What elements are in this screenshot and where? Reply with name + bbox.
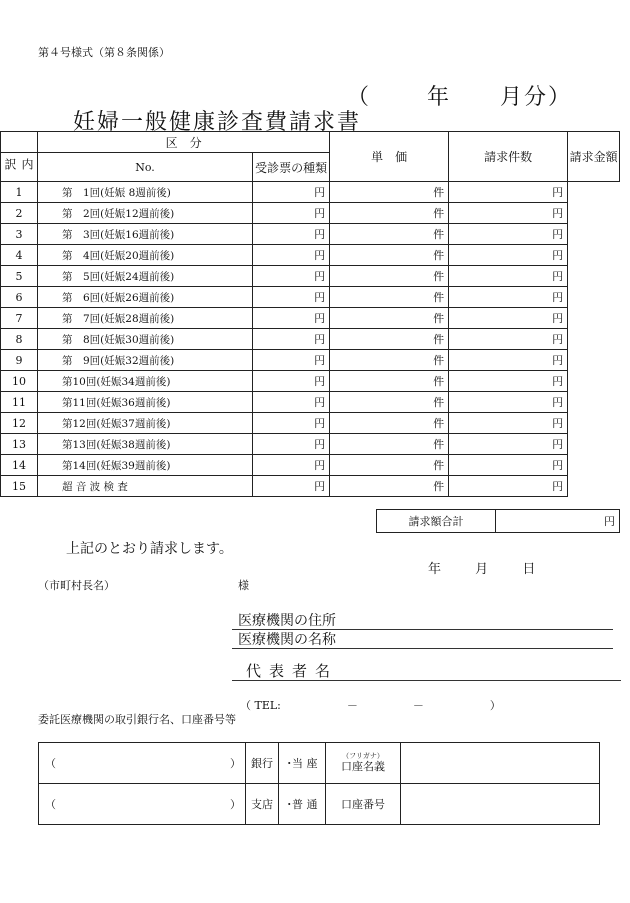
- row-amount-field[interactable]: 円: [449, 350, 568, 371]
- table-row: [1, 266, 620, 287]
- bank-label: 銀行: [246, 743, 279, 784]
- row-count-field[interactable]: 件: [330, 287, 449, 308]
- table-row: [1, 392, 620, 413]
- date-line: [428, 558, 565, 577]
- institution-name-label: 医療機関の名称: [238, 632, 336, 648]
- account-type-ordinary[interactable]: ･普 通: [279, 784, 326, 825]
- bank-caption: 委託医療機関の取引銀行名、口座番号等: [38, 713, 236, 726]
- row-no: 15: [1, 476, 38, 497]
- row-unit-price-field[interactable]: 円: [253, 308, 330, 329]
- header-category: 区 分: [38, 132, 330, 153]
- side-label: 内訳: [3, 157, 34, 174]
- mayor-name-label: （市町村長名）: [38, 579, 115, 592]
- row-type: 第11回(妊娠36週前後): [38, 392, 253, 413]
- account-number-label: 口座番号: [326, 784, 401, 825]
- row-amount-field[interactable]: 円: [449, 287, 568, 308]
- honorific: 様: [238, 579, 249, 592]
- row-unit-price-field[interactable]: 円: [253, 245, 330, 266]
- row-unit-price-field[interactable]: 円: [253, 392, 330, 413]
- row-unit-price-field[interactable]: 円: [253, 434, 330, 455]
- title-open-paren: （: [347, 85, 372, 110]
- row-unit-price-field[interactable]: 円: [253, 287, 330, 308]
- row-type: 第10回(妊娠34週前後): [38, 371, 253, 392]
- row-amount-field[interactable]: 円: [449, 455, 568, 476]
- row-unit-price-field[interactable]: 円: [253, 266, 330, 287]
- institution-address-label: 医療機関の住所: [238, 613, 336, 629]
- header-count: 請求件数: [449, 132, 568, 182]
- row-type: 第 4回(妊娠20週前後): [38, 245, 253, 266]
- row-unit-price-field[interactable]: 円: [253, 350, 330, 371]
- row-count-field[interactable]: 件: [330, 329, 449, 350]
- row-unit-price-field[interactable]: 円: [253, 455, 330, 476]
- row-no: 4: [1, 245, 38, 266]
- table-row: [1, 308, 620, 329]
- account-holder-label: [326, 743, 401, 784]
- row-no: 3: [1, 224, 38, 245]
- furigana-label: （フリガナ）: [342, 752, 384, 760]
- row-count-field[interactable]: 件: [330, 413, 449, 434]
- row-count-field[interactable]: 件: [330, 224, 449, 245]
- row-count-field[interactable]: 件: [330, 476, 449, 497]
- side-label-cell: [1, 153, 38, 182]
- table-row: [1, 203, 620, 224]
- row-count-field[interactable]: 件: [330, 392, 449, 413]
- row-amount-field[interactable]: 円: [449, 224, 568, 245]
- branch-open-paren: （: [45, 798, 56, 811]
- table-row: [1, 245, 620, 266]
- branch-close-paren: ）: [230, 798, 241, 811]
- row-type: 第 3回(妊娠16週前後): [38, 224, 253, 245]
- row-no: 11: [1, 392, 38, 413]
- row-amount-field[interactable]: 円: [449, 371, 568, 392]
- row-count-field[interactable]: 件: [330, 350, 449, 371]
- total-unit: 円: [604, 515, 615, 528]
- header-type: 受診票の種類: [253, 153, 330, 182]
- account-number-field[interactable]: [401, 784, 600, 825]
- row-no: 9: [1, 350, 38, 371]
- title-month: 月分）: [500, 85, 573, 110]
- row-no: 8: [1, 329, 38, 350]
- table-row: [1, 350, 620, 371]
- table-row: [1, 182, 620, 203]
- row-type: 第 1回(妊娠 8週前後): [38, 182, 253, 203]
- row-amount-field[interactable]: 円: [449, 476, 568, 497]
- row-count-field[interactable]: 件: [330, 308, 449, 329]
- institution-address-field[interactable]: [232, 610, 613, 630]
- row-count-field[interactable]: 件: [330, 245, 449, 266]
- row-no: 5: [1, 266, 38, 287]
- holder-label: 口座名義: [341, 760, 385, 773]
- table-row: [1, 413, 620, 434]
- row-no: 10: [1, 371, 38, 392]
- table-row: [1, 224, 620, 245]
- form-number: 第４号様式（第８条関係）: [38, 46, 170, 59]
- table-row: [1, 476, 620, 497]
- table-body: [1, 182, 620, 497]
- bank-open-paren: （: [45, 757, 56, 770]
- row-unit-price-field[interactable]: 円: [253, 203, 330, 224]
- row-count-field[interactable]: 件: [330, 266, 449, 287]
- row-no: 13: [1, 434, 38, 455]
- row-count-field[interactable]: 件: [330, 182, 449, 203]
- request-statement: 上記のとおり請求します。: [66, 541, 233, 557]
- row-type: 超 音 波 検 査: [38, 476, 253, 497]
- date-month: 月: [475, 562, 489, 577]
- branch-label: 支店: [246, 784, 279, 825]
- row-no: 7: [1, 308, 38, 329]
- row-type: 第 2回(妊娠12週前後): [38, 203, 253, 224]
- row-amount-field[interactable]: 円: [449, 203, 568, 224]
- table-row: [1, 434, 620, 455]
- row-type: 第 6回(妊娠26週前後): [38, 287, 253, 308]
- bank-table: [38, 742, 600, 825]
- corner-cell: [1, 132, 38, 153]
- header-no: No.: [38, 153, 253, 182]
- representative-field[interactable]: [232, 660, 621, 681]
- table-row: [1, 329, 620, 350]
- row-count-field[interactable]: 件: [330, 371, 449, 392]
- row-type: 第 9回(妊娠32週前後): [38, 350, 253, 371]
- row-no: 14: [1, 455, 38, 476]
- row-count-field[interactable]: 件: [330, 455, 449, 476]
- row-no: 12: [1, 413, 38, 434]
- row-count-field[interactable]: 件: [330, 434, 449, 455]
- total-table: [376, 509, 620, 533]
- row-unit-price-field[interactable]: 円: [253, 224, 330, 245]
- table-row: [1, 455, 620, 476]
- row-type: 第13回(妊娠38週前後): [38, 434, 253, 455]
- row-type: 第14回(妊娠39週前後): [38, 455, 253, 476]
- title-main: 妊婦一般健康診査費請求書: [73, 110, 362, 135]
- date-day: 日: [522, 562, 536, 577]
- header-unit-price: 単 価: [330, 132, 449, 182]
- row-amount-field[interactable]: 円: [449, 413, 568, 434]
- row-amount-field[interactable]: 円: [449, 392, 568, 413]
- institution-name-field[interactable]: [232, 629, 613, 649]
- row-amount-field[interactable]: 円: [449, 266, 568, 287]
- row-unit-price-field[interactable]: 円: [253, 413, 330, 434]
- total-amount-field[interactable]: [496, 510, 620, 533]
- table-row: [1, 287, 620, 308]
- row-type: 第 8回(妊娠30週前後): [38, 329, 253, 350]
- tel-line: （ TEL: － － ）: [240, 699, 501, 712]
- row-amount-field[interactable]: 円: [449, 329, 568, 350]
- row-type: 第 5回(妊娠24週前後): [38, 266, 253, 287]
- account-holder-field[interactable]: [401, 743, 600, 784]
- bank-name-field[interactable]: [39, 743, 246, 784]
- row-unit-price-field[interactable]: 円: [253, 476, 330, 497]
- row-amount-field[interactable]: 円: [449, 308, 568, 329]
- row-amount-field[interactable]: 円: [449, 434, 568, 455]
- row-no: 2: [1, 203, 38, 224]
- row-type: 第 7回(妊娠28週前後): [38, 308, 253, 329]
- row-unit-price-field[interactable]: 円: [253, 182, 330, 203]
- row-amount-field[interactable]: 円: [449, 182, 568, 203]
- row-count-field[interactable]: 件: [330, 203, 449, 224]
- branch-name-field[interactable]: [39, 784, 246, 825]
- date-year: 年: [428, 562, 442, 577]
- table-row: [1, 371, 620, 392]
- account-type-current[interactable]: ･当 座: [279, 743, 326, 784]
- breakdown-table: [0, 131, 620, 497]
- row-unit-price-field[interactable]: 円: [253, 371, 330, 392]
- representative-label: 代表者名: [246, 662, 339, 680]
- title-year: 年: [427, 85, 452, 110]
- row-amount-field[interactable]: 円: [449, 245, 568, 266]
- row-no: 1: [1, 182, 38, 203]
- row-unit-price-field[interactable]: 円: [253, 329, 330, 350]
- total-label: 請求額合計: [377, 510, 496, 533]
- row-type: 第12回(妊娠37週前後): [38, 413, 253, 434]
- header-amount: 請求金額: [568, 132, 620, 182]
- row-no: 6: [1, 287, 38, 308]
- bank-close-paren: ）: [230, 757, 241, 770]
